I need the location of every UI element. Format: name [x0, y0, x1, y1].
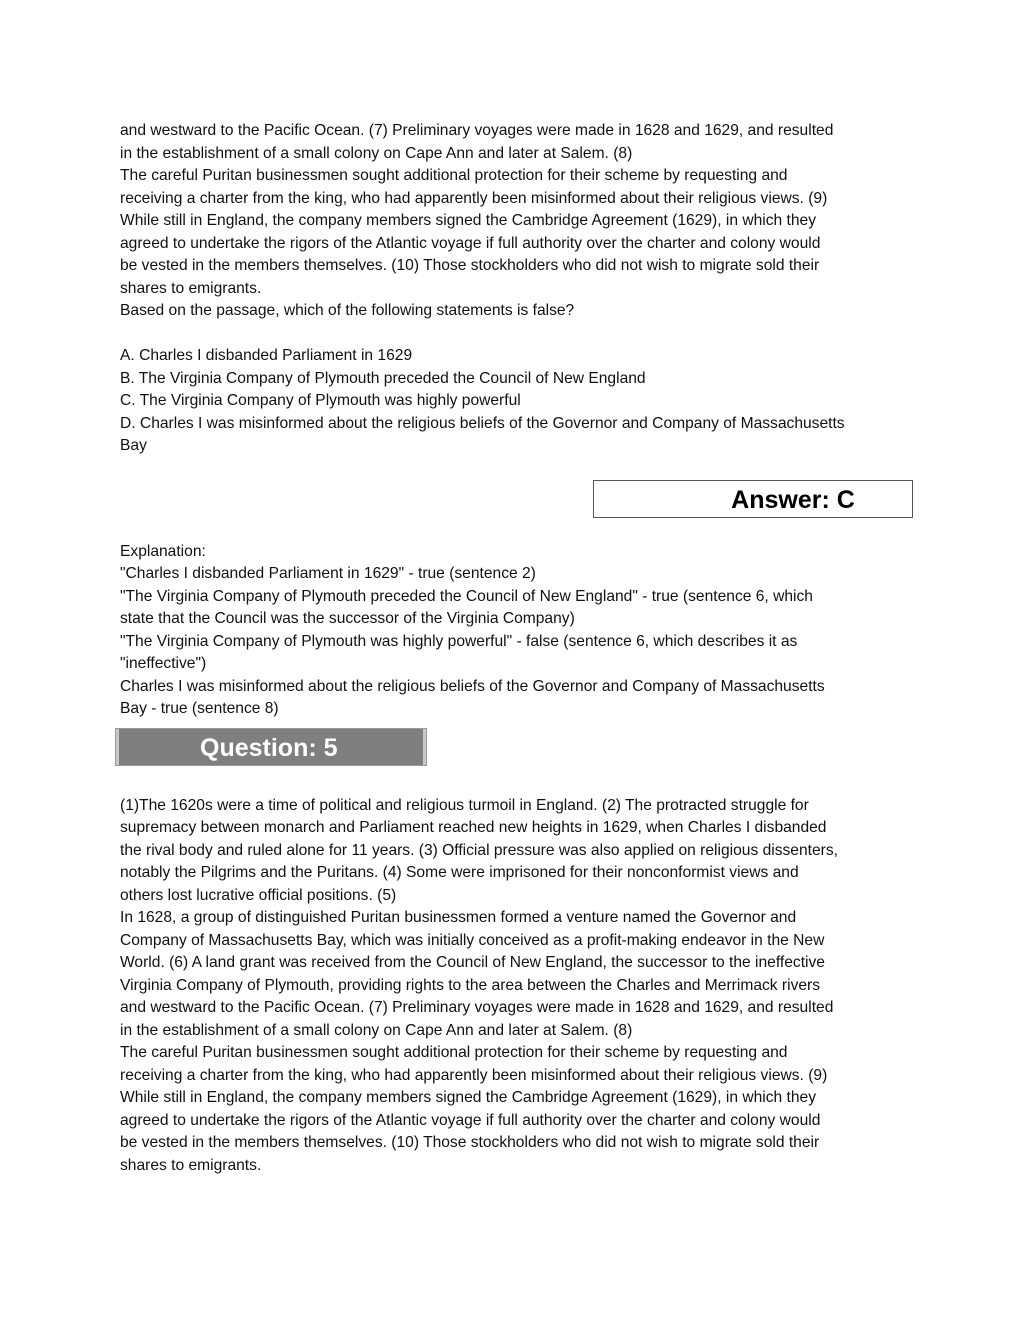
- answer-label: Answer: C: [731, 486, 855, 514]
- option-b: B. The Virginia Company of Plymouth preceded the Council of New England: [120, 370, 646, 387]
- passage-line: Company of Massachusetts Bay, which was initially conceived as a profit-making endeavor in the New: [120, 932, 825, 949]
- passage-line: and westward to the Pacific Ocean. (7) Preliminary voyages were made in 1628 and 1629, and resulted: [120, 999, 834, 1016]
- passage-line: in the establishment of a small colony on Cape Ann and later at Salem. (8): [120, 1022, 633, 1039]
- option-d-continued: Bay: [120, 437, 147, 454]
- passage-line: and westward to the Pacific Ocean. (7) Preliminary voyages were made in 1628 and 1629, and resulted: [120, 122, 834, 139]
- passage-line: shares to emigrants.: [120, 1157, 262, 1174]
- answer-box: [593, 480, 913, 518]
- explanation-line: state that the Council was the successor of the Virginia Company): [120, 610, 575, 627]
- passage-line: agreed to undertake the rigors of the Atlantic voyage if full authority over the charter and colony would: [120, 1112, 821, 1129]
- passage-line: (1)The 1620s were a time of political and religious turmoil in England. (2) The protracted struggle for: [120, 797, 809, 814]
- passage-line: notably the Pilgrims and the Puritans. (4) Some were imprisoned for their nonconformist views and: [120, 864, 799, 881]
- passage-line: be vested in the members themselves. (10) Those stockholders who did not wish to migrate sold their: [120, 1134, 820, 1151]
- passage-line: in the establishment of a small colony on Cape Ann and later at Salem. (8): [120, 145, 633, 162]
- passage-line: receiving a charter from the king, who had apparently been misinformed about their religious views. (9): [120, 1067, 828, 1084]
- passage-line: be vested in the members themselves. (10) Those stockholders who did not wish to migrate sold their: [120, 257, 820, 274]
- option-a: A. Charles I disbanded Parliament in 1629: [120, 347, 413, 364]
- passage-line: World. (6) A land grant was received from the Council of New England, the successor to the ineffective: [120, 954, 825, 971]
- question-title: Question: 5: [200, 734, 338, 762]
- passage-line: The careful Puritan businessmen sought additional protection for their scheme by requesting and: [120, 1044, 788, 1061]
- option-c: C. The Virginia Company of Plymouth was highly powerful: [120, 392, 521, 409]
- passage-line: In 1628, a group of distinguished Puritan businessmen formed a venture named the Governor and: [120, 909, 797, 926]
- explanation-heading: Explanation:: [120, 543, 206, 560]
- explanation-line: "The Virginia Company of Plymouth was highly powerful" - false (sentence 6, which describes it as: [120, 633, 798, 650]
- passage-line: shares to emigrants.: [120, 280, 262, 297]
- question-prompt: Based on the passage, which of the following statements is false?: [120, 302, 575, 319]
- explanation-line: "The Virginia Company of Plymouth preceded the Council of New England" - true (sentence 6, which: [120, 588, 813, 605]
- passage-line: others lost lucrative official positions. (5): [120, 887, 397, 904]
- option-d: D. Charles I was misinformed about the religious beliefs of the Governor and Company of Massachusetts: [120, 415, 845, 432]
- passage-line: receiving a charter from the king, who had apparently been misinformed about their religious views. (9): [120, 190, 828, 207]
- passage-line: The careful Puritan businessmen sought additional protection for their scheme by requesting and: [120, 167, 788, 184]
- question-banner: [115, 728, 427, 766]
- passage-line: agreed to undertake the rigors of the Atlantic voyage if full authority over the charter and colony would: [120, 235, 821, 252]
- explanation-line: "ineffective"): [120, 655, 207, 672]
- passage-line: the rival body and ruled alone for 11 years. (3) Official pressure was also applied on religious dissenters,: [120, 842, 838, 859]
- explanation-line: Charles I was misinformed about the religious beliefs of the Governor and Company of Massachusetts: [120, 678, 825, 695]
- explanation-line: "Charles I disbanded Parliament in 1629" - true (sentence 2): [120, 565, 536, 582]
- passage-line: supremacy between monarch and Parliament reached new heights in 1629, when Charles I disbanded: [120, 819, 827, 836]
- passage-line: While still in England, the company members signed the Cambridge Agreement (1629), in which they: [120, 1089, 817, 1106]
- passage-line: Virginia Company of Plymouth, providing rights to the area between the Charles and Merrimack rivers: [120, 977, 821, 994]
- passage-line: While still in England, the company members signed the Cambridge Agreement (1629), in which they: [120, 212, 817, 229]
- explanation-line: Bay - true (sentence 8): [120, 700, 279, 717]
